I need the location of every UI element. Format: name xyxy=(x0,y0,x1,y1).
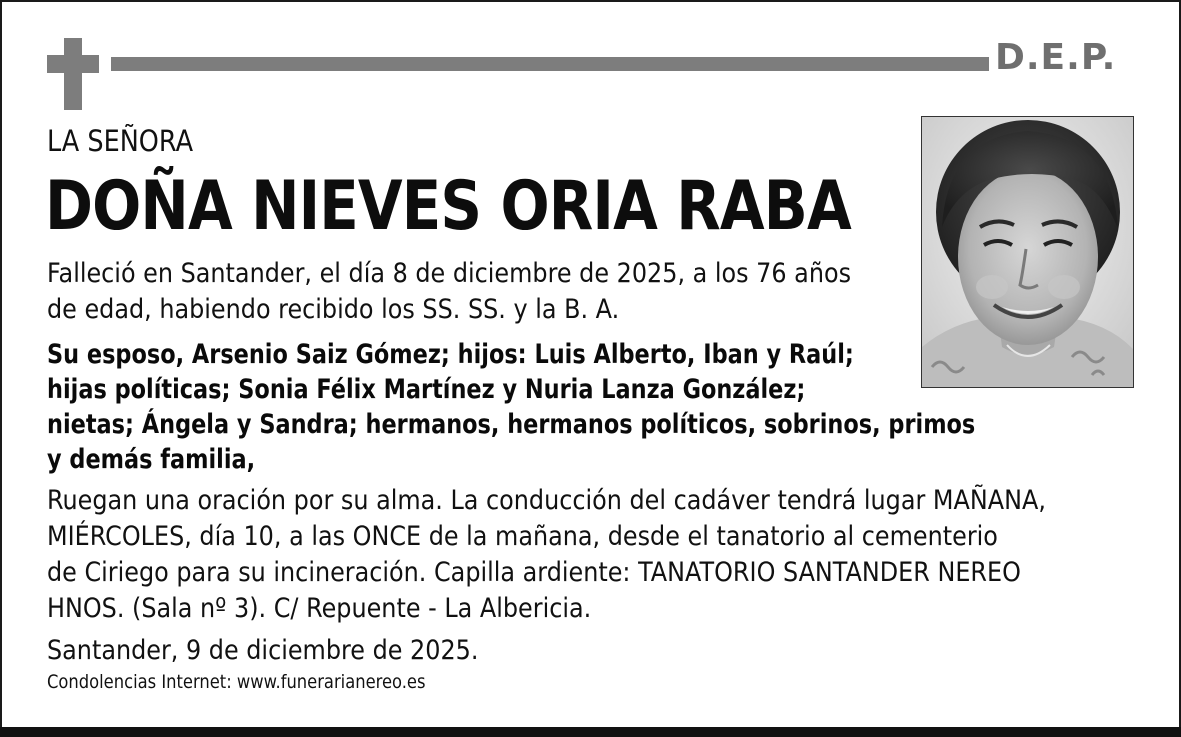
family-line: Su esposo, Arsenio Saiz Gómez; hijos: Luis Alberto, Iban y Raúl; xyxy=(47,339,854,370)
honorific: LA SEÑORA xyxy=(47,124,194,158)
date-line: Santander, 9 de diciembre de 2025. xyxy=(47,635,479,666)
condolences-line: Condolencias Internet: www.funerarianereo.es xyxy=(47,671,426,693)
deceased-photo xyxy=(921,116,1134,388)
family-line: hijas políticas; Sonia Félix Martínez y Nuria Lanza González; xyxy=(47,374,806,405)
bottom-bar xyxy=(0,727,1181,737)
deceased-name: DOÑA NIEVES ORIA RABA xyxy=(45,167,851,246)
cross-icon xyxy=(47,38,99,110)
ceremony-line: MIÉRCOLES, día 10, a las ONCE de la mañana, desde el tanatorio al cementerio xyxy=(47,521,998,552)
dep-label: D.E.P. xyxy=(995,37,1117,78)
ceremony-line: HNOS. (Sala nº 3). C/ Repuente - La Albericia. xyxy=(47,593,592,624)
ceremony-line: de Ciriego para su incineración. Capilla ardiente: TANATORIO SANTANDER NEREO xyxy=(47,557,1021,588)
death-notice-line: de edad, habiendo recibido los SS. SS. y la B. A. xyxy=(47,294,620,325)
death-notice-line: Falleció en Santander, el día 8 de diciembre de 2025, a los 76 años xyxy=(47,258,852,289)
family-line: y demás familia, xyxy=(47,444,256,475)
ceremony-line: Ruegan una oración por su alma. La conducción del cadáver tendrá lugar MAÑANA, xyxy=(47,485,1046,516)
family-line: nietas; Ángela y Sandra; hermanos, hermanos políticos, sobrinos, primos xyxy=(47,409,976,440)
header-rule xyxy=(111,57,989,71)
